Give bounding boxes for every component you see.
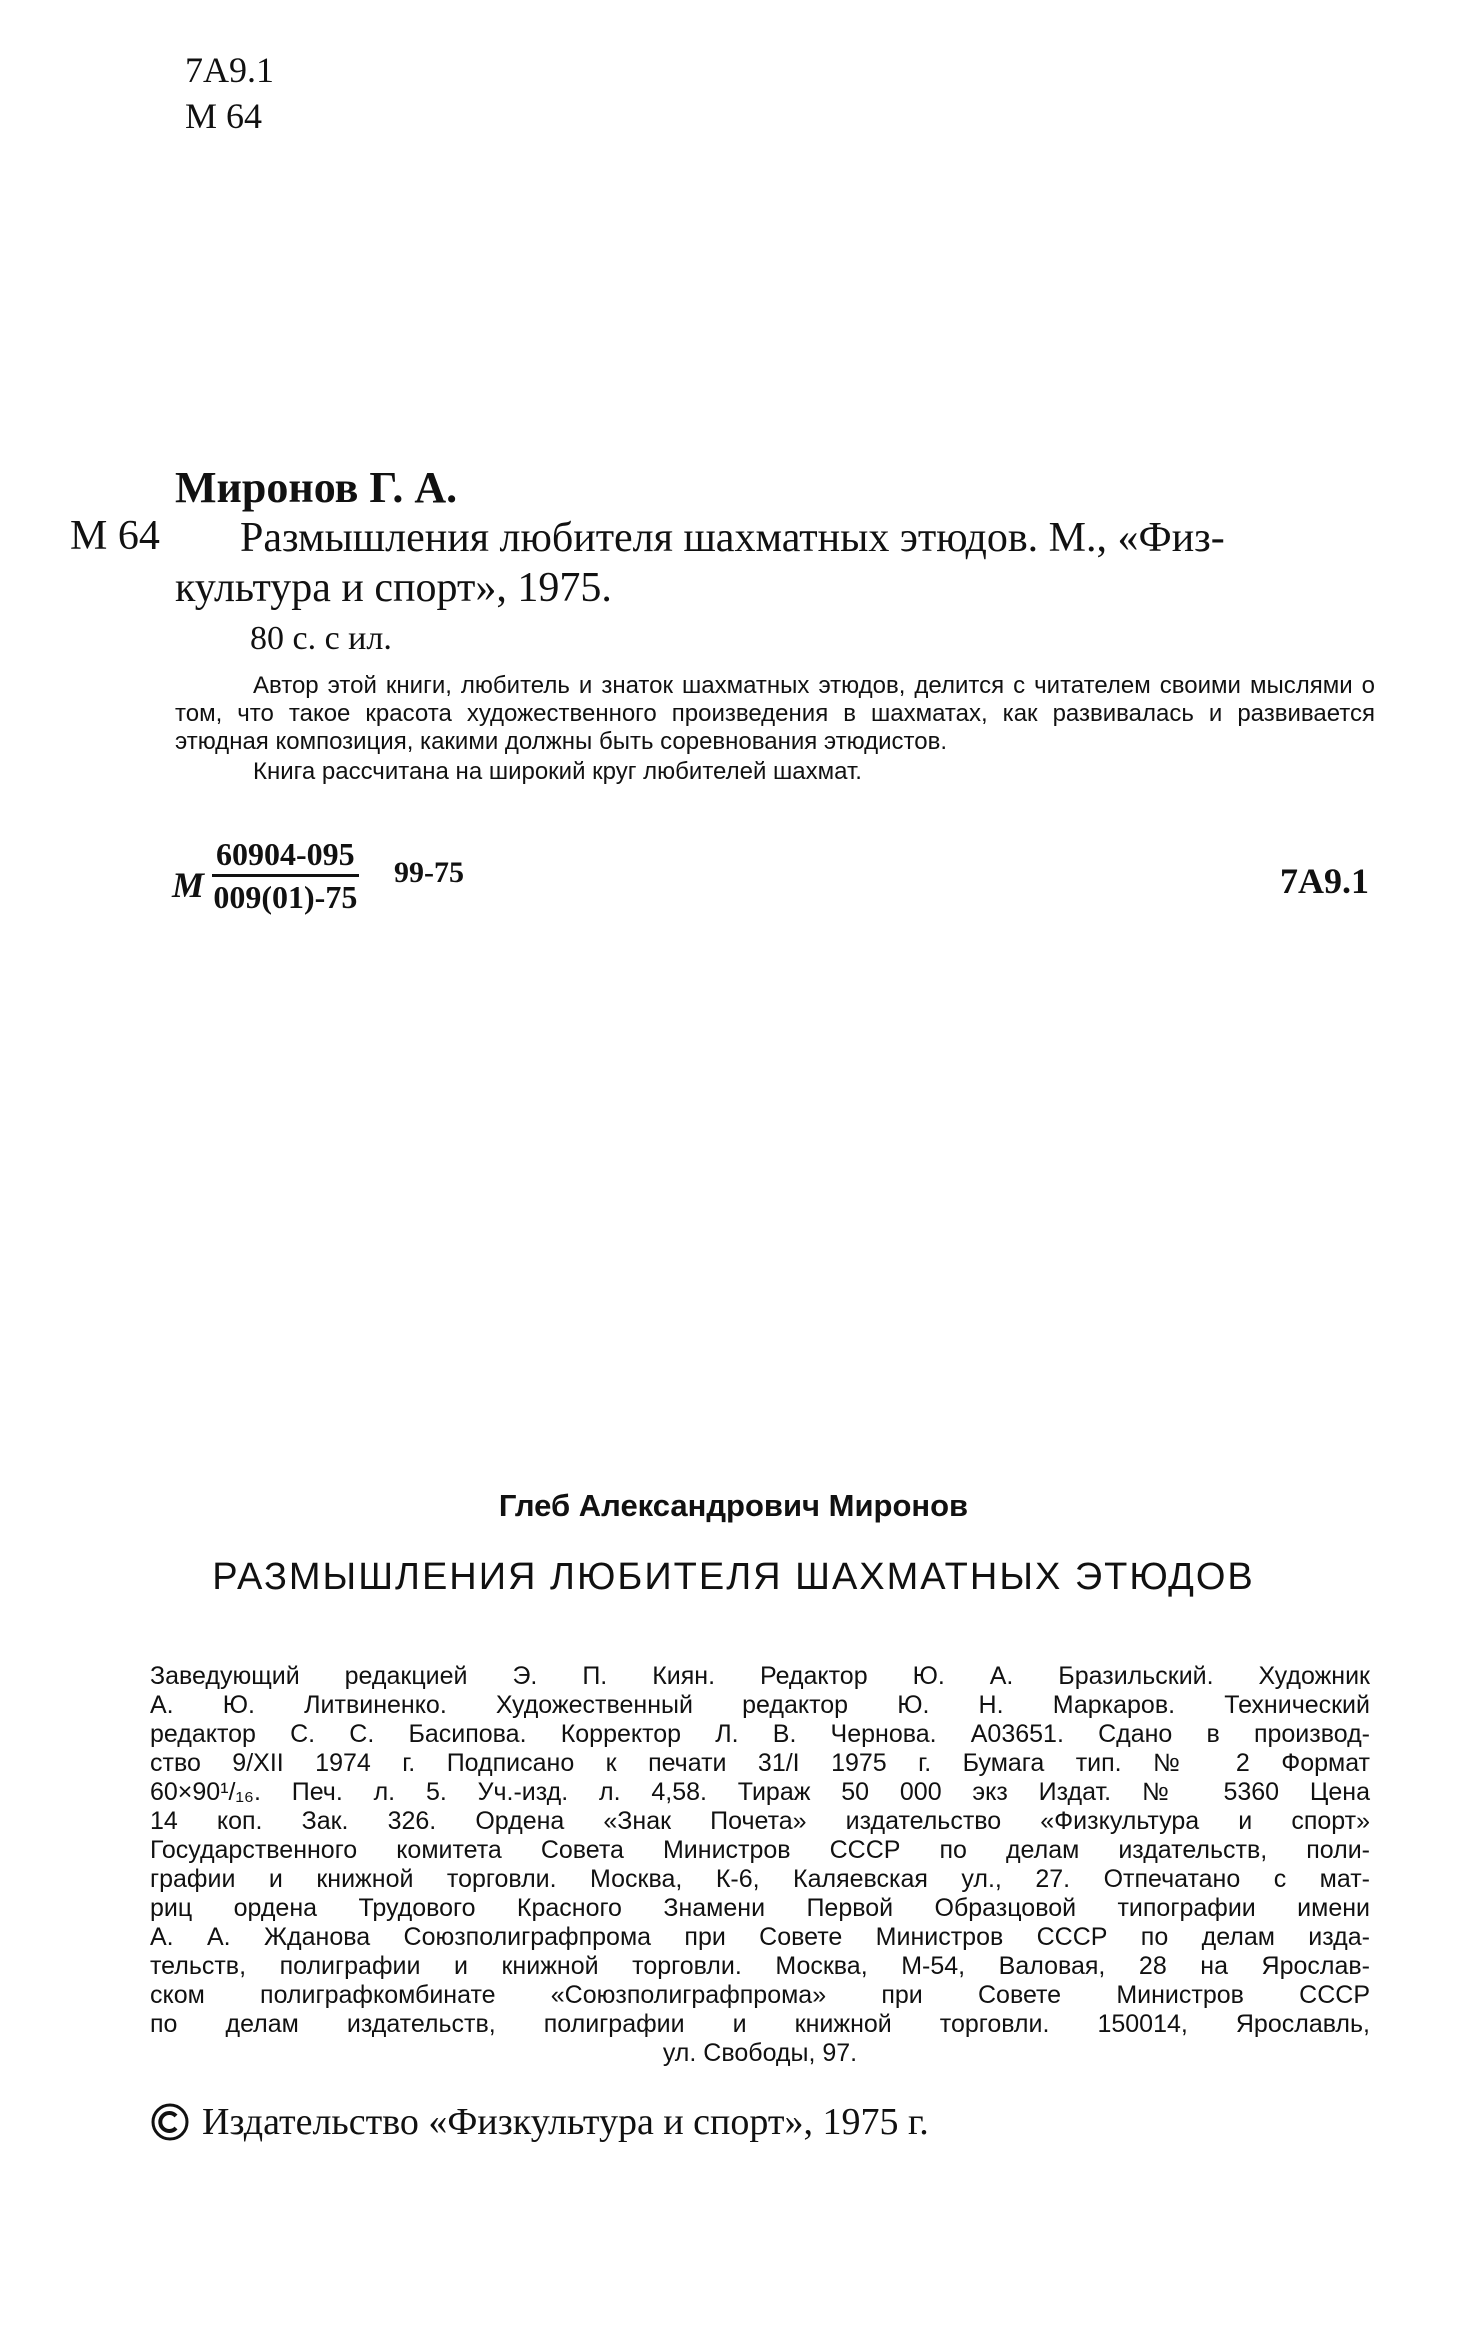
colophon-author-name: Глеб Александрович Миронов [498, 1488, 969, 1523]
classification-mark [172, 834, 492, 934]
classification-denominator: 009(01)-75 [213, 879, 358, 915]
classification-fraction [212, 834, 359, 917]
imprint-line: графии и книжной торговли. Москва, К-6, Каляевская ул., 27. Отпечатано с мат- [150, 1865, 1370, 1893]
colophon-book-title: РАЗМЫШЛЕНИЯ ЛЮБИТЕЛЯ ШАХМАТНЫХ ЭТЮДОВ [212, 1556, 1255, 1598]
copyright-text: Издательство «Физкультура и спорт», 1975 г. [202, 2101, 929, 2143]
imprint-line: ство 9/XII 1974 г. Подписано к печати 31/I 1975 г. Бумага тип. № 2 Формат [150, 1749, 1370, 1777]
classification-numerator: 60904-095 [212, 834, 359, 877]
imprint-line: тельств, полиграфии и книжной торговли. Москва, М-54, Валовая, 28 на Ярослав- [150, 1952, 1370, 1980]
imprint-block [150, 1662, 1370, 2068]
card-title-line2: культура и спорт», 1975. [175, 565, 612, 611]
annotation-text: Автор этой книги, любитель и знаток шахматных этюдов, делится с читателем своими мыслями о том, что такое красота художественного произведения в шахматах, как развивалась и развивается этюдная композиция, какими должны быть соревнования этюдистов. [175, 672, 1375, 755]
imprint-line: А. А. Жданова Союзполиграфпрома при Совете Министров СССР по делам изда- [150, 1923, 1370, 1951]
imprint-line: Заведующий редакцией Э. П. Киян. Редактор Ю. А. Бразильский. Художник [150, 1662, 1370, 1690]
imprint-line: риц ордена Трудового Красного Знамени Первой Образцовой типографии имени [150, 1894, 1370, 1922]
classification-right-code: 7А9.1 [1280, 861, 1369, 901]
imprint-line: ском полиграфкомбинате «Союзполиграфпрома» при Совете Министров СССР [150, 1981, 1370, 2009]
card-pages: 80 с. с ил. [250, 620, 392, 657]
classification-letter: М [172, 865, 205, 905]
card-author: Миронов Г. А. [175, 463, 458, 512]
card-annotation [175, 672, 1375, 786]
audience-note: Книга рассчитана на широкий круг любителей шахмат. [253, 758, 862, 785]
copyright-icon [150, 2102, 190, 2142]
shelf-index-line2: М 64 [185, 96, 263, 136]
imprint-line: по делам издательств, полиграфии и книжной торговли. 150014, Ярославль, [150, 2010, 1370, 2038]
card-title-line1: Размышления любителя шахматных этюдов. М., «Физ- [240, 515, 1225, 561]
copyright-line [150, 2100, 929, 2144]
imprint-line: А. Ю. Литвиненко. Художественный редактор Ю. Н. Маркаров. Технический [150, 1691, 1370, 1719]
imprint-line: Государственного комитета Совета Министров СССР по делам издательств, поли- [150, 1836, 1370, 1864]
card-code: М 64 [70, 513, 160, 559]
shelf-index-line1: 7А9.1 [185, 50, 274, 90]
classification-suffix: 99-75 [394, 856, 464, 889]
imprint-line: 60×90¹/₁₆. Печ. л. 5. Уч.-изд. л. 4,58. Тираж 50 000 экз Издат. № 5360 Цена [150, 1778, 1370, 1806]
imprint-line: 14 коп. Зак. 326. Ордена «Знак Почета» издательство «Физкультура и спорт» [150, 1807, 1370, 1835]
imprint-line: ул. Свободы, 97. [662, 2039, 858, 2067]
imprint-line: редактор С. С. Басипова. Корректор Л. В. Чернова. А03651. Сдано в производ- [150, 1720, 1370, 1748]
